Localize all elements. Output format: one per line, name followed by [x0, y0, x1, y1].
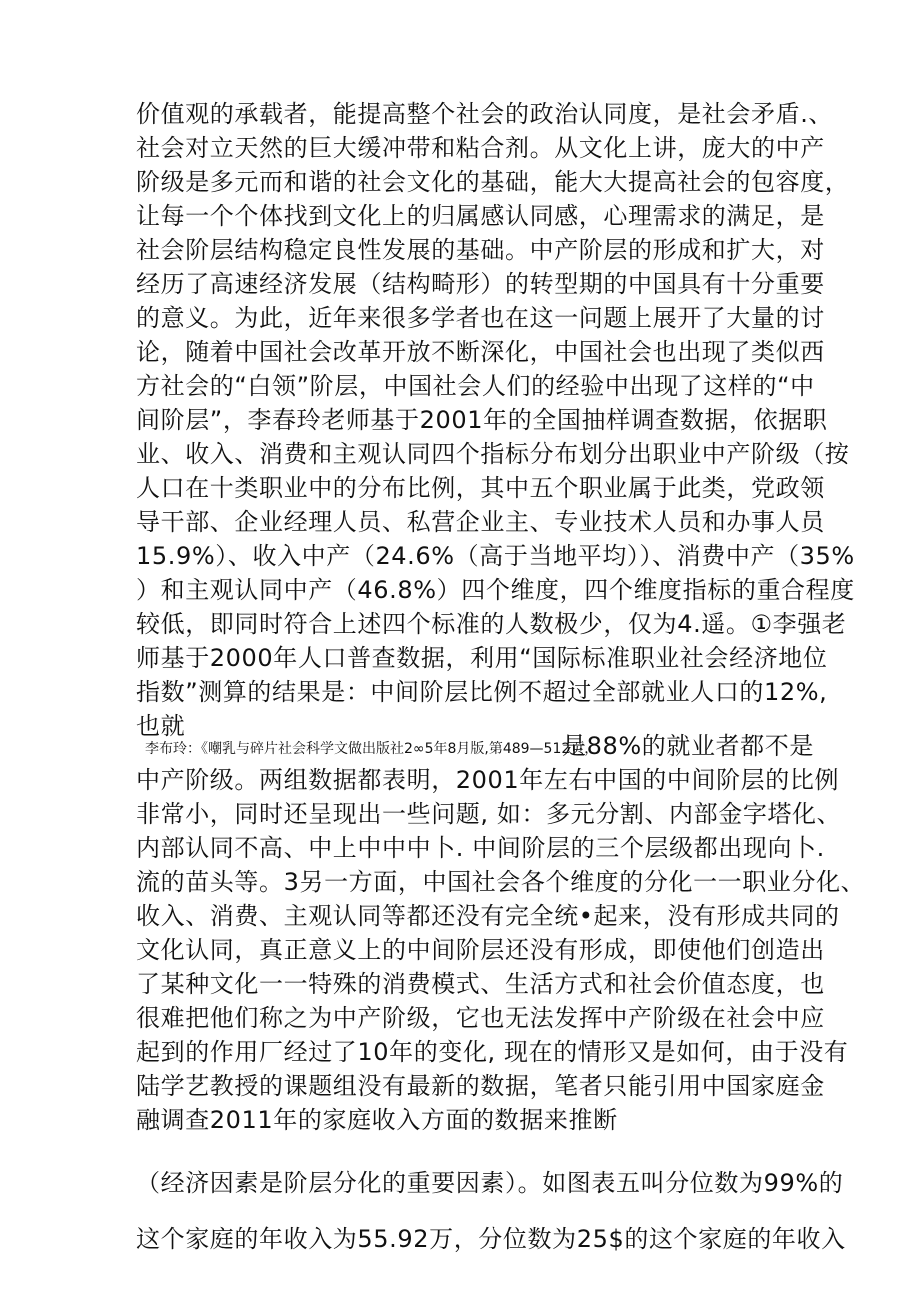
text-line: 文化认同，真正意义上的中间阶层还没有形成，即使他们创造出 — [136, 936, 825, 964]
text-line: 论，随着中国社会改革开放不断深化，中国社会也出现了类似西 — [136, 338, 825, 366]
text-line: 很难把他们称之为中产阶级，它也无法发挥中产阶级在社会中应 — [136, 1004, 825, 1032]
text-line: 人口在十类职业中的分布比例，其中五个职业属于此类，党政领 — [136, 474, 825, 502]
text-line: 中产阶级。两组数据都表明，2001年左右中国的中间阶层的比例 — [136, 766, 840, 794]
text-line: 15.9%）、收入中产（24.6%（高于当地平均））、消费中产（35% — [136, 542, 855, 570]
text-line: 业、收入、消费和主观认同四个指标分布划分出职业中产阶级（按 — [136, 440, 850, 468]
text-line: 内部认同不高、中上中中中卜. 中间阶层的三个层级都出现向卜. — [136, 834, 825, 862]
text-line: 起到的作用厂经过了10年的变化, 现在的情形又是如何，由于没有 — [136, 1038, 849, 1066]
text-line: 这个家庭的年收入为55.92万，分位数为25$的这个家庭的年收入 — [136, 1225, 846, 1253]
text-line: 社会阶层结构稳定良性发展的基础。中产阶层的形成和扩大，对 — [136, 236, 825, 264]
text-line: 较低，即同时符合上述四个标准的人数极少，仅为4.遥。①李强老 — [136, 610, 847, 638]
text-line: 也就 — [136, 712, 186, 740]
text-line: 方社会的“白领”阶层，中国社会人们的经验中出现了这样的“中 — [136, 372, 815, 400]
text-line: 指数”测算的结果是：中间阶层比例不超过全部就业人口的12%, — [136, 678, 828, 706]
text-line: 让每一个个体找到文化上的归属感认同感，心理需求的满足，是 — [136, 202, 825, 230]
text-line: 流的苗头等。3另一方面，中国社会各个维度的分化一一职业分化、 — [136, 868, 866, 896]
text-line: 间阶层”，李春玲老师基于2001年的全国抽样调查数据，依据职 — [136, 406, 828, 434]
text-line: 经历了高速经济发展（结构畸形）的转型期的中国具有十分重要 — [136, 270, 825, 298]
text-line: 非常小，同时还呈现出一些问题, 如：多元分割、内部金字塔化、 — [136, 800, 842, 828]
footnote-continuation: 是88%的就业者都不是 — [562, 732, 814, 760]
text-line: 陆学艺教授的课题组没有最新的数据，笔者只能引用中国家庭金 — [136, 1072, 825, 1100]
text-line: 导干部、企业经理人员、私营企业主、专业技术人员和办事人员 — [136, 508, 825, 536]
text-line: 收入、消费、主观认同等都还没有完全统•起来，没有形成共同的 — [136, 902, 840, 930]
footnote: 李布玲：《嘲乳与碎片社会科学文做出版社2∞5年8月版,第489—512页， — [145, 741, 599, 757]
text-line: 了某种文化一一特殊的消费模式、生活方式和社会价值态度，也 — [136, 970, 825, 998]
text-line: 融调查2011年的家庭收入方面的数据来推断 — [136, 1106, 618, 1134]
text-line: 的意义。为此，近年来很多学者也在这一问题上展开了大量的讨 — [136, 304, 825, 332]
text-line: 师基于2000年人口普查数据，利用“国际标准职业社会经济地位 — [136, 644, 828, 672]
text-line: 阶级是多元而和谐的社会文化的基础，能大大提高社会的包容度， — [136, 168, 850, 196]
text-line: ）和主观认同中产（46.8%）四个维度，四个维度指标的重合程度 — [136, 576, 855, 604]
text-line: 社会对立天然的巨大缓冲带和粘合剂。从文化上讲，庞大的中产 — [136, 134, 825, 162]
text-line: （经济因素是阶层分化的重要因素）。如图表五叫分位数为99%的 — [136, 1169, 844, 1197]
text-line: 价值观的承载者，能提高整个社会的政治认同度，是社会矛盾.、 — [136, 100, 834, 128]
